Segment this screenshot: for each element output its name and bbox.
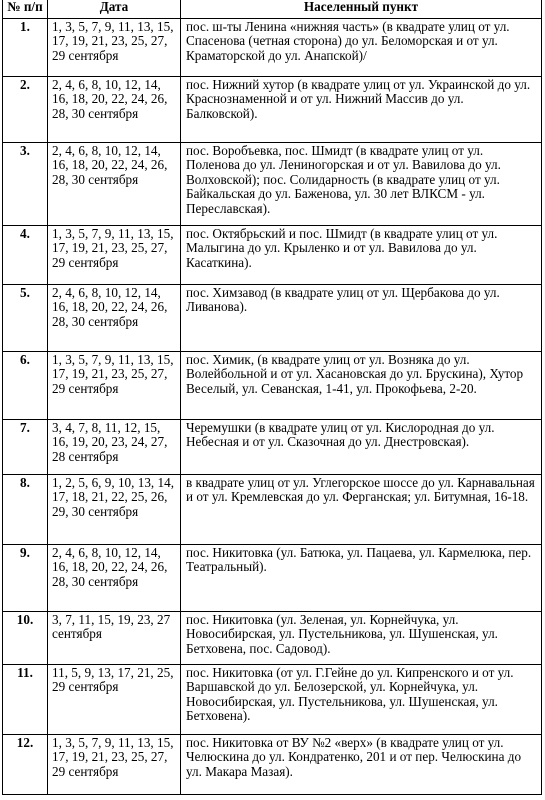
row-place: пос. Никитовка (от ул. Г.Гейне до ул. Кипренского и от ул. Варшавской до ул. Белозерской, ул. Корнейчука, ул. Новосибирская, ул. Пустельникова, ул. Шушенская, ул. Бетховена). — [181, 664, 542, 734]
row-date: 1, 3, 5, 7, 9, 11, 13, 15, 17, 19, 21, 23, 25, 27, 29 сентября — [48, 734, 181, 794]
table-row — [3, 284, 542, 351]
row-number: 7. — [3, 419, 48, 474]
table-row — [3, 351, 542, 419]
table-row — [3, 611, 542, 664]
row-date: 3, 4, 7, 8, 11, 12, 15, 16, 19, 20, 23, 24, 27, 28 сентября — [48, 419, 181, 474]
row-date: 3, 7, 11, 15, 19, 23, 27 сентября — [48, 611, 181, 664]
row-date: 1, 3, 5, 7, 9, 11, 13, 15, 17, 19, 21, 23, 25, 27, 29 сентября — [48, 351, 181, 419]
table-row — [3, 18, 542, 76]
row-date: 11, 5, 9, 13, 17, 21, 25, 29 сентября — [48, 664, 181, 734]
row-date: 2, 4, 6, 8, 10, 12, 14, 16, 18, 20, 22, 24, 26, 28, 30 сентября — [48, 284, 181, 351]
row-place: пос. Химзавод (в квадрате улиц от ул. Щербакова до ул. Ливанова). — [181, 284, 542, 351]
row-place: Черемушки (в квадрате улиц от ул. Кислородная до ул. Небесная и от ул. Сказочная до ул. Днестровская). — [181, 419, 542, 474]
table-row — [3, 225, 542, 284]
row-date: 1, 2, 5, 6, 9, 10, 13, 14, 17, 18, 21, 22, 25, 26, 29, 30 сентября — [48, 474, 181, 544]
row-number: 10. — [3, 611, 48, 664]
row-place: пос. ш-ты Ленина «нижняя часть» (в квадрате улиц от ул. Спасенова (четная сторона) до ул. Беломорская и от ул. Краматорской до ул. Анапской)/ — [181, 18, 542, 76]
row-number: 3. — [3, 142, 48, 225]
row-place: пос. Никитовка от ВУ №2 «верх» (в квадрате улиц от ул. Челюскина до ул. Кондратенко, 201 и от пер. Челюскина до ул. Макара Мазая). — [181, 734, 542, 794]
row-number: 1. — [3, 18, 48, 76]
row-number: 5. — [3, 284, 48, 351]
row-date: 2, 4, 6, 8, 10, 12, 14, 16, 18, 20, 22, 24, 26, 28, 30 сентября — [48, 76, 181, 142]
row-date: 2, 4, 6, 8, 10, 12, 14, 16, 18, 20, 22, 24, 26, 28, 30 сентября — [48, 544, 181, 611]
table-row — [3, 474, 542, 544]
header-date: Дата — [48, 0, 181, 18]
table-row — [3, 544, 542, 611]
row-number: 6. — [3, 351, 48, 419]
row-place: пос. Октябрьский и пос. Шмидт (в квадрате улиц от ул. Малыгина до ул. Крыленко и от ул. Вавилова до ул. Касаткина). — [181, 225, 542, 284]
schedule-table — [2, 0, 542, 795]
row-number: 12. — [3, 734, 48, 794]
table-row — [3, 664, 542, 734]
table-row — [3, 734, 542, 794]
row-number: 4. — [3, 225, 48, 284]
row-number: 2. — [3, 76, 48, 142]
row-date: 2, 4, 6, 8, 10, 12, 14, 16, 18, 20, 22, 24, 26, 28, 30 сентября — [48, 142, 181, 225]
row-place: пос. Химик, (в квадрате улиц от ул. Возняка до ул. Волейбольной и от ул. Хасановская до ул. Брускина), Хутор Веселый, ул. Севанская, 1-41, ул. Прокофьева, 2-20. — [181, 351, 542, 419]
table-row — [3, 76, 542, 142]
row-place: пос. Никитовка (ул. Зеленая, ул. Корнейчука, ул. Новосибирская, ул. Пустельникова, ул. Шушенская, ул. Бетховена, пос. Садовод). — [181, 611, 542, 664]
row-number: 8. — [3, 474, 48, 544]
row-number: 9. — [3, 544, 48, 611]
row-place: в квадрате улиц от ул. Углегорское шоссе до ул. Карнавальная и от ул. Кремлевская до ул. Ферганская; ул. Битумная, 16-18. — [181, 474, 542, 544]
table-header-row — [3, 0, 542, 18]
header-place: Населенный пункт — [181, 0, 542, 18]
row-place: пос. Никитовка (ул. Батюка, ул. Пацаева, ул. Кармелюка, пер. Театральный). — [181, 544, 542, 611]
row-date: 1, 3, 5, 7, 9, 11, 13, 15, 17, 19, 21, 23, 25, 27, 29 сентября — [48, 18, 181, 76]
header-number: № п/п — [3, 0, 48, 18]
table-row — [3, 419, 542, 474]
row-date: 1, 3, 5, 7, 9, 11, 13, 15, 17, 19, 21, 23, 25, 27, 29 сентября — [48, 225, 181, 284]
row-place: пос. Воробъевка, пос. Шмидт (в квадрате улиц от ул. Поленова до ул. Лениногорская и от ул. Вавилова до ул. Волховской); пос. Солидарность (в квадрате улиц от ул. Байкальская до ул. Баженова, ул. 30 лет ВЛКСМ - ул. Переславская). — [181, 142, 542, 225]
row-place: пос. Нижний хутор (в квадрате улиц от ул. Украинской до ул. Краснознаменной и от ул. Нижний Массив до ул. Балковской). — [181, 76, 542, 142]
table-row — [3, 142, 542, 225]
row-number: 11. — [3, 664, 48, 734]
